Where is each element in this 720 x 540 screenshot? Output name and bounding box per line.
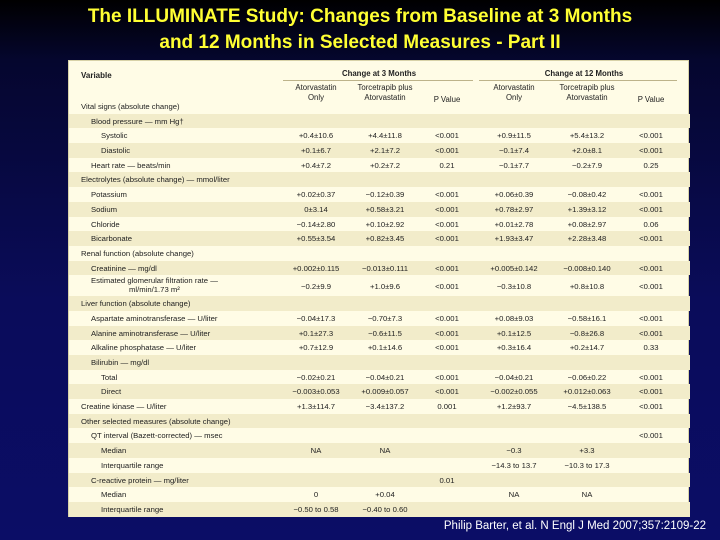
table-row	[69, 172, 690, 187]
slide-title-line-2: and 12 Months in Selected Measures - Part II	[159, 32, 561, 53]
cell-pvalue-12mo: <0.001	[639, 263, 663, 273]
cell-pvalue-12mo: <0.001	[639, 328, 663, 338]
cell-torcetrapib-3mo: +1.0±9.6	[369, 282, 401, 292]
table-row	[69, 326, 690, 341]
col-header-text: P Value	[637, 95, 665, 104]
cell-pvalue-3mo: 0.001	[437, 402, 457, 412]
cell-atorvastatin-12mo: NA	[508, 490, 520, 500]
cell-pvalue-12mo: <0.001	[639, 313, 663, 323]
row-label-text: Systolic	[101, 131, 128, 141]
table-row	[69, 114, 690, 129]
cell-atorvastatin-12mo: +1.93±3.47	[494, 234, 534, 244]
cell-torcetrapib-3mo: −0.04±0.21	[365, 372, 405, 382]
row-label-text: QT interval (Bazett-corrected) — msec	[91, 431, 223, 441]
table-row	[69, 311, 690, 326]
cell-torcetrapib-3mo: +2.1±7.2	[369, 146, 401, 156]
row-label	[91, 220, 120, 229]
row-label	[81, 102, 180, 111]
cell-torcetrapib-12mo: NA	[581, 490, 593, 500]
row-label-text: Creatinine — mg/dl	[91, 263, 157, 273]
group-header-12-months: Change at 12 Months	[544, 69, 624, 78]
table-row	[69, 487, 690, 502]
cell-atorvastatin-12mo: +0.9±11.5	[497, 131, 531, 141]
cell-torcetrapib-12mo: +2.0±8.1	[571, 146, 603, 156]
row-label	[101, 505, 163, 514]
cell-atorvastatin-12mo: −0.1±7.7	[498, 160, 530, 170]
row-label-text: Liver function (absolute change)	[81, 299, 191, 309]
row-label	[81, 402, 166, 411]
cell-torcetrapib-3mo: +0.58±3.21	[365, 204, 405, 214]
cell-torcetrapib-3mo: −0.70±7.3	[367, 313, 403, 323]
cell-pvalue-12mo: <0.001	[639, 190, 663, 200]
cell-atorvastatin-12mo: −0.1±7.4	[498, 146, 530, 156]
table-row	[69, 340, 690, 355]
row-label-text: Bicarbonate	[91, 234, 133, 244]
table-row	[69, 296, 690, 311]
cell-atorvastatin-3mo: +0.55±3.54	[296, 234, 336, 244]
table-row	[69, 458, 690, 473]
table-row	[69, 158, 690, 173]
table-header	[69, 61, 690, 104]
cell-torcetrapib-3mo: +0.82±3.45	[365, 234, 405, 244]
col-header-text: Torcetrapib plus	[559, 83, 615, 92]
row-label	[101, 131, 128, 140]
cell-torcetrapib-3mo: NA	[379, 446, 391, 456]
cell-atorvastatin-12mo: −0.3	[506, 446, 522, 456]
cell-torcetrapib-12mo: −0.06±0.22	[567, 372, 607, 382]
cell-pvalue-12mo: 0.33	[643, 343, 659, 353]
cell-torcetrapib-12mo: +0.2±14.7	[569, 343, 605, 353]
table-row	[69, 414, 690, 429]
row-label-text: Alanine aminotransferase — U/liter	[91, 328, 211, 338]
cell-torcetrapib-12mo: −10.3 to 17.3	[564, 460, 610, 470]
cell-pvalue-3mo: <0.001	[435, 146, 459, 156]
row-label	[91, 358, 149, 367]
cell-atorvastatin-3mo: +1.3±114.7	[296, 402, 336, 412]
cell-pvalue-3mo: <0.001	[435, 219, 459, 229]
cell-pvalue-3mo: <0.001	[435, 131, 459, 141]
cell-torcetrapib-3mo: +4.4±11.8	[368, 131, 402, 141]
row-label	[101, 373, 117, 382]
row-label	[91, 329, 210, 338]
row-label	[81, 299, 190, 308]
cell-atorvastatin-12mo: +0.08±9.03	[494, 313, 534, 323]
cell-torcetrapib-3mo: +0.1±14.6	[367, 343, 403, 353]
row-label-text: Potassium	[91, 190, 127, 200]
cell-pvalue-3mo: <0.001	[435, 234, 459, 244]
cell-atorvastatin-3mo: +0.02±0.37	[296, 190, 336, 200]
table-row	[69, 143, 690, 158]
row-label-text-line-2: ml/min/1.73 m²	[129, 285, 180, 295]
cell-atorvastatin-3mo: +0.002±0.115	[292, 263, 340, 273]
table-row	[69, 231, 690, 246]
row-label	[81, 175, 230, 184]
cell-torcetrapib-12mo: −0.008±0.140	[563, 263, 611, 273]
cell-pvalue-12mo: <0.001	[639, 234, 663, 244]
cell-pvalue-3mo: 0.01	[439, 475, 455, 485]
table-row	[69, 502, 690, 517]
cell-pvalue-12mo: <0.001	[639, 431, 663, 441]
cell-atorvastatin-3mo: −0.003±0.053	[292, 387, 340, 397]
cell-pvalue-3mo: <0.001	[435, 204, 459, 214]
row-label-text: Sodium	[91, 204, 118, 214]
row-label-text: Electrolytes (absolute change) — mmol/liter	[81, 175, 230, 185]
cell-pvalue-3mo: <0.001	[435, 343, 459, 353]
cell-torcetrapib-12mo: +1.39±3.12	[567, 204, 607, 214]
cell-atorvastatin-12mo: −0.3±10.8	[496, 282, 532, 292]
table-row	[69, 246, 690, 261]
cell-pvalue-12mo: 0.06	[643, 219, 659, 229]
table-row	[69, 261, 690, 276]
cell-pvalue-3mo: <0.001	[435, 387, 459, 397]
row-label	[101, 387, 121, 396]
col-header-text: Only	[505, 93, 523, 102]
cell-atorvastatin-3mo: +0.1±6.7	[300, 146, 332, 156]
cell-torcetrapib-3mo: −0.6±11.5	[368, 328, 402, 338]
row-label	[91, 190, 127, 199]
cell-torcetrapib-12mo: +0.012±0.063	[563, 387, 611, 397]
cell-pvalue-12mo: <0.001	[639, 146, 663, 156]
row-label	[101, 490, 126, 499]
row-label-text: Aspartate aminotransferase — U/liter	[91, 313, 218, 323]
cell-atorvastatin-3mo: NA	[310, 446, 322, 456]
cell-pvalue-3mo: <0.001	[435, 313, 459, 323]
row-label	[81, 249, 194, 258]
row-label-text: Total	[101, 372, 118, 382]
cell-atorvastatin-12mo: +0.78±2.97	[494, 204, 534, 214]
row-label	[91, 276, 218, 294]
table-row	[69, 399, 690, 414]
row-label-text: Vital signs (absolute change)	[81, 102, 180, 111]
row-label-text: Chloride	[91, 219, 120, 229]
cell-torcetrapib-3mo: −0.12±0.39	[365, 190, 405, 200]
cell-torcetrapib-12mo: +2.28±3.48	[567, 234, 607, 244]
row-label-text: Interquartile range	[101, 460, 164, 470]
cell-torcetrapib-3mo: −0.40 to 0.60	[362, 504, 408, 514]
table-row	[69, 355, 690, 370]
cell-atorvastatin-12mo: −0.04±0.21	[494, 372, 534, 382]
row-label-text: Bilirubin — mg/dl	[91, 358, 150, 367]
col-header-text: Only	[307, 93, 325, 102]
group-underline-12-months	[479, 80, 677, 81]
cell-pvalue-3mo: <0.001	[435, 328, 459, 338]
cell-atorvastatin-12mo: +0.01±2.78	[494, 219, 534, 229]
col-header-text: Torcetrapib plus	[357, 83, 413, 92]
row-label	[101, 446, 126, 455]
cell-pvalue-3mo: <0.001	[435, 263, 459, 273]
cell-pvalue-3mo: <0.001	[435, 372, 459, 382]
citation: Philip Barter, et al. N Engl J Med 2007;357:2109-22	[443, 520, 706, 532]
cell-atorvastatin-12mo: +1.2±93.7	[496, 402, 532, 412]
cell-torcetrapib-12mo: −0.2±7.9	[571, 160, 603, 170]
row-label	[81, 417, 231, 426]
row-label	[91, 314, 217, 323]
table-row	[69, 99, 690, 114]
cell-atorvastatin-3mo: 0±3.14	[304, 204, 328, 214]
col-header-text: Atorvastatin	[295, 83, 337, 92]
table-row	[69, 202, 690, 217]
cell-torcetrapib-3mo: +0.009±0.057	[361, 387, 409, 397]
row-label-text: Heart rate — beats/min	[91, 160, 171, 170]
cell-pvalue-12mo: <0.001	[639, 402, 663, 412]
cell-torcetrapib-12mo: −0.08±0.42	[567, 190, 607, 200]
table-row	[69, 370, 690, 385]
slide-title-line-1: The ILLUMINATE Study: Changes from Baseline at 3 Months	[87, 6, 633, 27]
cell-atorvastatin-12mo: −14.3 to 13.7	[491, 460, 537, 470]
row-label	[91, 431, 222, 440]
table-row	[69, 384, 690, 399]
row-label-text: Direct	[101, 387, 122, 397]
cell-atorvastatin-3mo: +0.1±27.3	[298, 328, 334, 338]
cell-pvalue-3mo: 0.21	[439, 160, 455, 170]
table-row	[69, 428, 690, 443]
cell-torcetrapib-12mo: −0.58±16.1	[567, 313, 607, 323]
row-label-text: Other selected measures (absolute change)	[81, 416, 231, 426]
cell-atorvastatin-3mo: +0.7±12.9	[298, 343, 334, 353]
row-label	[91, 343, 196, 352]
cell-atorvastatin-3mo: 0	[313, 490, 319, 500]
cell-atorvastatin-12mo: +0.06±0.39	[494, 190, 534, 200]
cell-atorvastatin-12mo: +0.1±12.5	[496, 328, 532, 338]
cell-pvalue-3mo: <0.001	[435, 282, 459, 292]
cell-atorvastatin-12mo: +0.005±0.142	[490, 263, 538, 273]
cell-atorvastatin-3mo: −0.04±17.3	[296, 313, 336, 323]
col-header-text: P Value	[433, 95, 461, 104]
variable-header: Variable	[81, 71, 112, 80]
row-label	[91, 117, 184, 126]
row-label	[91, 205, 117, 214]
cell-atorvastatin-3mo: +0.4±10.6	[298, 131, 334, 141]
row-label-text: Creatine kinase — U/liter	[81, 402, 167, 412]
row-label-text: C-reactive protein — mg/liter	[91, 475, 189, 485]
cell-pvalue-12mo: 0.25	[643, 160, 659, 170]
cell-atorvastatin-3mo: −0.02±0.21	[296, 372, 336, 382]
cell-torcetrapib-12mo: −4.5±138.5	[567, 402, 607, 412]
cell-atorvastatin-3mo: +0.4±7.2	[300, 160, 332, 170]
group-header-3-months: Change at 3 Months	[341, 69, 417, 78]
row-label-text: Alkaline phosphatase — U/liter	[91, 343, 197, 353]
cell-torcetrapib-3mo: −3.4±137.2	[365, 402, 405, 412]
col-header-text: Atorvastatin	[493, 83, 535, 92]
table-row	[69, 473, 690, 488]
cell-pvalue-3mo: <0.001	[435, 190, 459, 200]
cell-torcetrapib-3mo: +0.2±7.2	[369, 160, 401, 170]
row-label-text: Median	[101, 490, 127, 500]
cell-atorvastatin-12mo: −0.002±0.055	[490, 387, 538, 397]
row-label-text: Renal function (absolute change)	[81, 248, 194, 258]
cell-torcetrapib-12mo: +5.4±13.2	[569, 131, 605, 141]
row-label	[91, 476, 189, 485]
row-label	[91, 161, 170, 170]
cell-atorvastatin-3mo: −0.14±2.80	[296, 219, 336, 229]
cell-torcetrapib-12mo: +0.08±2.97	[567, 219, 607, 229]
table-row	[69, 443, 690, 458]
table-body	[69, 99, 690, 517]
table-row	[69, 217, 690, 232]
cell-torcetrapib-3mo: −0.013±0.111	[361, 263, 409, 273]
row-label	[101, 461, 163, 470]
row-label-text: Diastolic	[101, 146, 131, 156]
cell-torcetrapib-3mo: +0.04	[375, 490, 395, 500]
cell-pvalue-12mo: <0.001	[639, 204, 663, 214]
cell-torcetrapib-12mo: +0.8±10.8	[569, 282, 605, 292]
row-label-text: Blood pressure — mm Hg†	[91, 116, 184, 126]
row-label-text: Estimated glomerular filtration rate —	[91, 276, 218, 286]
cell-pvalue-12mo: <0.001	[639, 387, 663, 397]
col-header-text: Atorvastatin	[364, 93, 406, 102]
cell-atorvastatin-12mo: +0.3±16.4	[496, 343, 532, 353]
results-table	[68, 60, 689, 517]
table-row	[69, 128, 690, 143]
cell-pvalue-12mo: <0.001	[639, 372, 663, 382]
table-row	[69, 187, 690, 202]
group-underline-3-months	[283, 80, 473, 81]
row-label-text: Interquartile range	[101, 504, 164, 514]
cell-pvalue-12mo: <0.001	[639, 131, 663, 141]
row-label	[91, 264, 157, 273]
row-label-text: Median	[101, 446, 127, 456]
row-label	[91, 234, 132, 243]
slide-title	[0, 4, 720, 56]
cell-torcetrapib-3mo: +0.10±2.92	[365, 219, 405, 229]
cell-pvalue-12mo: <0.001	[639, 282, 663, 292]
table-row	[69, 275, 690, 296]
cell-atorvastatin-3mo: −0.2±9.9	[300, 282, 332, 292]
cell-atorvastatin-3mo: −0.50 to 0.58	[293, 504, 339, 514]
cell-torcetrapib-12mo: +3.3	[579, 446, 595, 456]
col-header-text: Atorvastatin	[566, 93, 608, 102]
cell-torcetrapib-12mo: −0.8±26.8	[569, 328, 605, 338]
row-label	[101, 146, 130, 155]
